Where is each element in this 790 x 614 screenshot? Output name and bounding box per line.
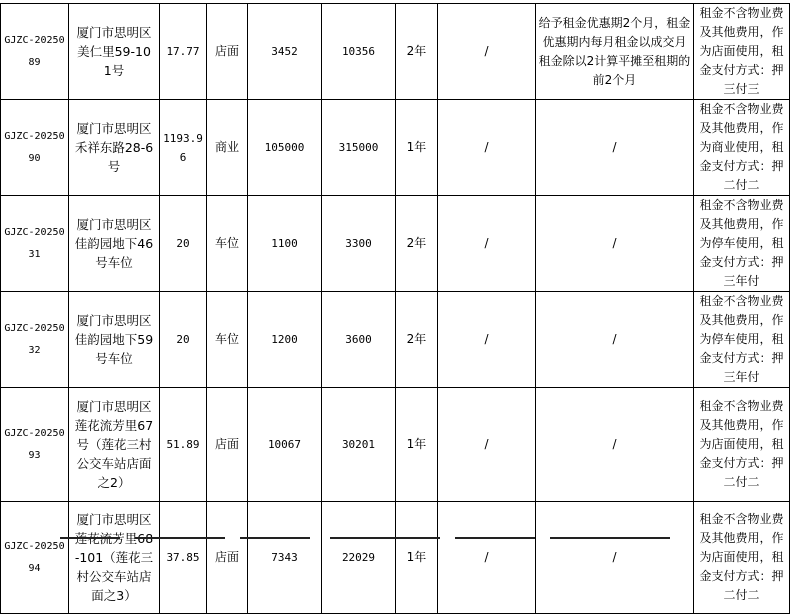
cell-address: 厦门市思明区佳韵园地下59号车位 xyxy=(69,292,160,388)
cell-policy: / xyxy=(536,502,694,614)
cell-col8: / xyxy=(438,4,536,100)
cell-total: 315000 xyxy=(322,100,396,196)
cell-code: GJZC-2025031 xyxy=(1,196,69,292)
cell-address: 厦门市思明区佳韵园地下46号车位 xyxy=(69,196,160,292)
cell-address: 厦门市思明区莲花流芳里67号（莲花三村公交车站店面之2） xyxy=(69,388,160,502)
cell-code: GJZC-2025032 xyxy=(1,292,69,388)
cell-address: 厦门市思明区禾祥东路28-6号 xyxy=(69,100,160,196)
cell-code: GJZC-2025089 xyxy=(1,4,69,100)
listing-table xyxy=(0,3,790,614)
cut-off-text-line xyxy=(0,533,774,541)
cell-address: 厦门市思明区 花流芳里68-101（莲花三村公交车站店面之3） xyxy=(69,502,160,614)
cell-col8: / xyxy=(438,100,536,196)
cell-remark: 租金不含物业费及其他费用，作为商业使用，租金支付方式：押二付二 xyxy=(694,100,790,196)
cell-address: 厦门市思明区美仁里59-101号 xyxy=(69,4,160,100)
cell-policy: / xyxy=(536,100,694,196)
cell-monthly: 3452 xyxy=(248,4,322,100)
table-body xyxy=(1,4,790,614)
cell-policy: / xyxy=(536,196,694,292)
cell-policy: / xyxy=(536,292,694,388)
table-row xyxy=(1,388,790,502)
cell-term: 2年 xyxy=(396,196,438,292)
cell-area: 37.85 xyxy=(160,502,207,614)
cell-col8: / xyxy=(438,196,536,292)
cell-monthly: 1100 xyxy=(248,196,322,292)
table-row xyxy=(1,100,790,196)
cell-policy: 给予租金优惠期2个月，租金优惠期内每月租金以成交月租金除以2计算平摊至租期的前2个月 xyxy=(536,4,694,100)
cell-remark: 租金不含物业费及其他费用，作为店面使用，租金支付方式：押三付三 xyxy=(694,4,790,100)
cell-total: 3600 xyxy=(322,292,396,388)
table-row xyxy=(1,196,790,292)
cell-term: 1年 xyxy=(396,388,438,502)
cell-use: 店面 xyxy=(207,4,248,100)
table-row xyxy=(1,292,790,388)
cell-area: 20 xyxy=(160,292,207,388)
cell-code: GJZC-2025090 xyxy=(1,100,69,196)
cell-monthly: 105000 xyxy=(248,100,322,196)
cell-term: 2年 xyxy=(396,292,438,388)
table-row xyxy=(1,502,790,614)
cell-total: 22029 xyxy=(322,502,396,614)
cell-code: GJZC-2025094 xyxy=(1,502,69,614)
cell-policy: / xyxy=(536,388,694,502)
cell-use: 商业 xyxy=(207,100,248,196)
cell-use: 车位 xyxy=(207,196,248,292)
cell-area: 17.77 xyxy=(160,4,207,100)
cell-area: 1193.96 xyxy=(160,100,207,196)
cell-monthly: 7343 xyxy=(248,502,322,614)
cell-remark: 租金不含物业费及其他费用，作为停车使用，租金支付方式：押三年付 xyxy=(694,292,790,388)
cell-use: 车位 xyxy=(207,292,248,388)
table-row xyxy=(1,4,790,100)
cell-monthly: 1200 xyxy=(248,292,322,388)
cell-total: 10356 xyxy=(322,4,396,100)
cell-col8: / xyxy=(438,292,536,388)
cell-total: 3300 xyxy=(322,196,396,292)
cell-use: 店面 xyxy=(207,388,248,502)
cell-code: GJZC-2025093 xyxy=(1,388,69,502)
cell-term: 1年 xyxy=(396,100,438,196)
cell-use: 店面 xyxy=(207,502,248,614)
cell-area: 20 xyxy=(160,196,207,292)
cell-total: 30201 xyxy=(322,388,396,502)
cell-monthly: 10067 xyxy=(248,388,322,502)
cell-term: 1年 xyxy=(396,502,438,614)
cell-remark: 租金不含物业费及其他费用，作为店面使用，租金支付方式：押二付二 xyxy=(694,388,790,502)
cell-col8: / xyxy=(438,388,536,502)
cell-remark: 租金不含物业费及其他费用，作为停车使用，租金支付方式：押三年付 xyxy=(694,196,790,292)
cell-remark: 租金不含物业费及其他费用，作为店面使用，租金支付方式：押二付二 xyxy=(694,502,790,614)
cell-area: 51.89 xyxy=(160,388,207,502)
cell-col8: / xyxy=(438,502,536,614)
cell-term: 2年 xyxy=(396,4,438,100)
